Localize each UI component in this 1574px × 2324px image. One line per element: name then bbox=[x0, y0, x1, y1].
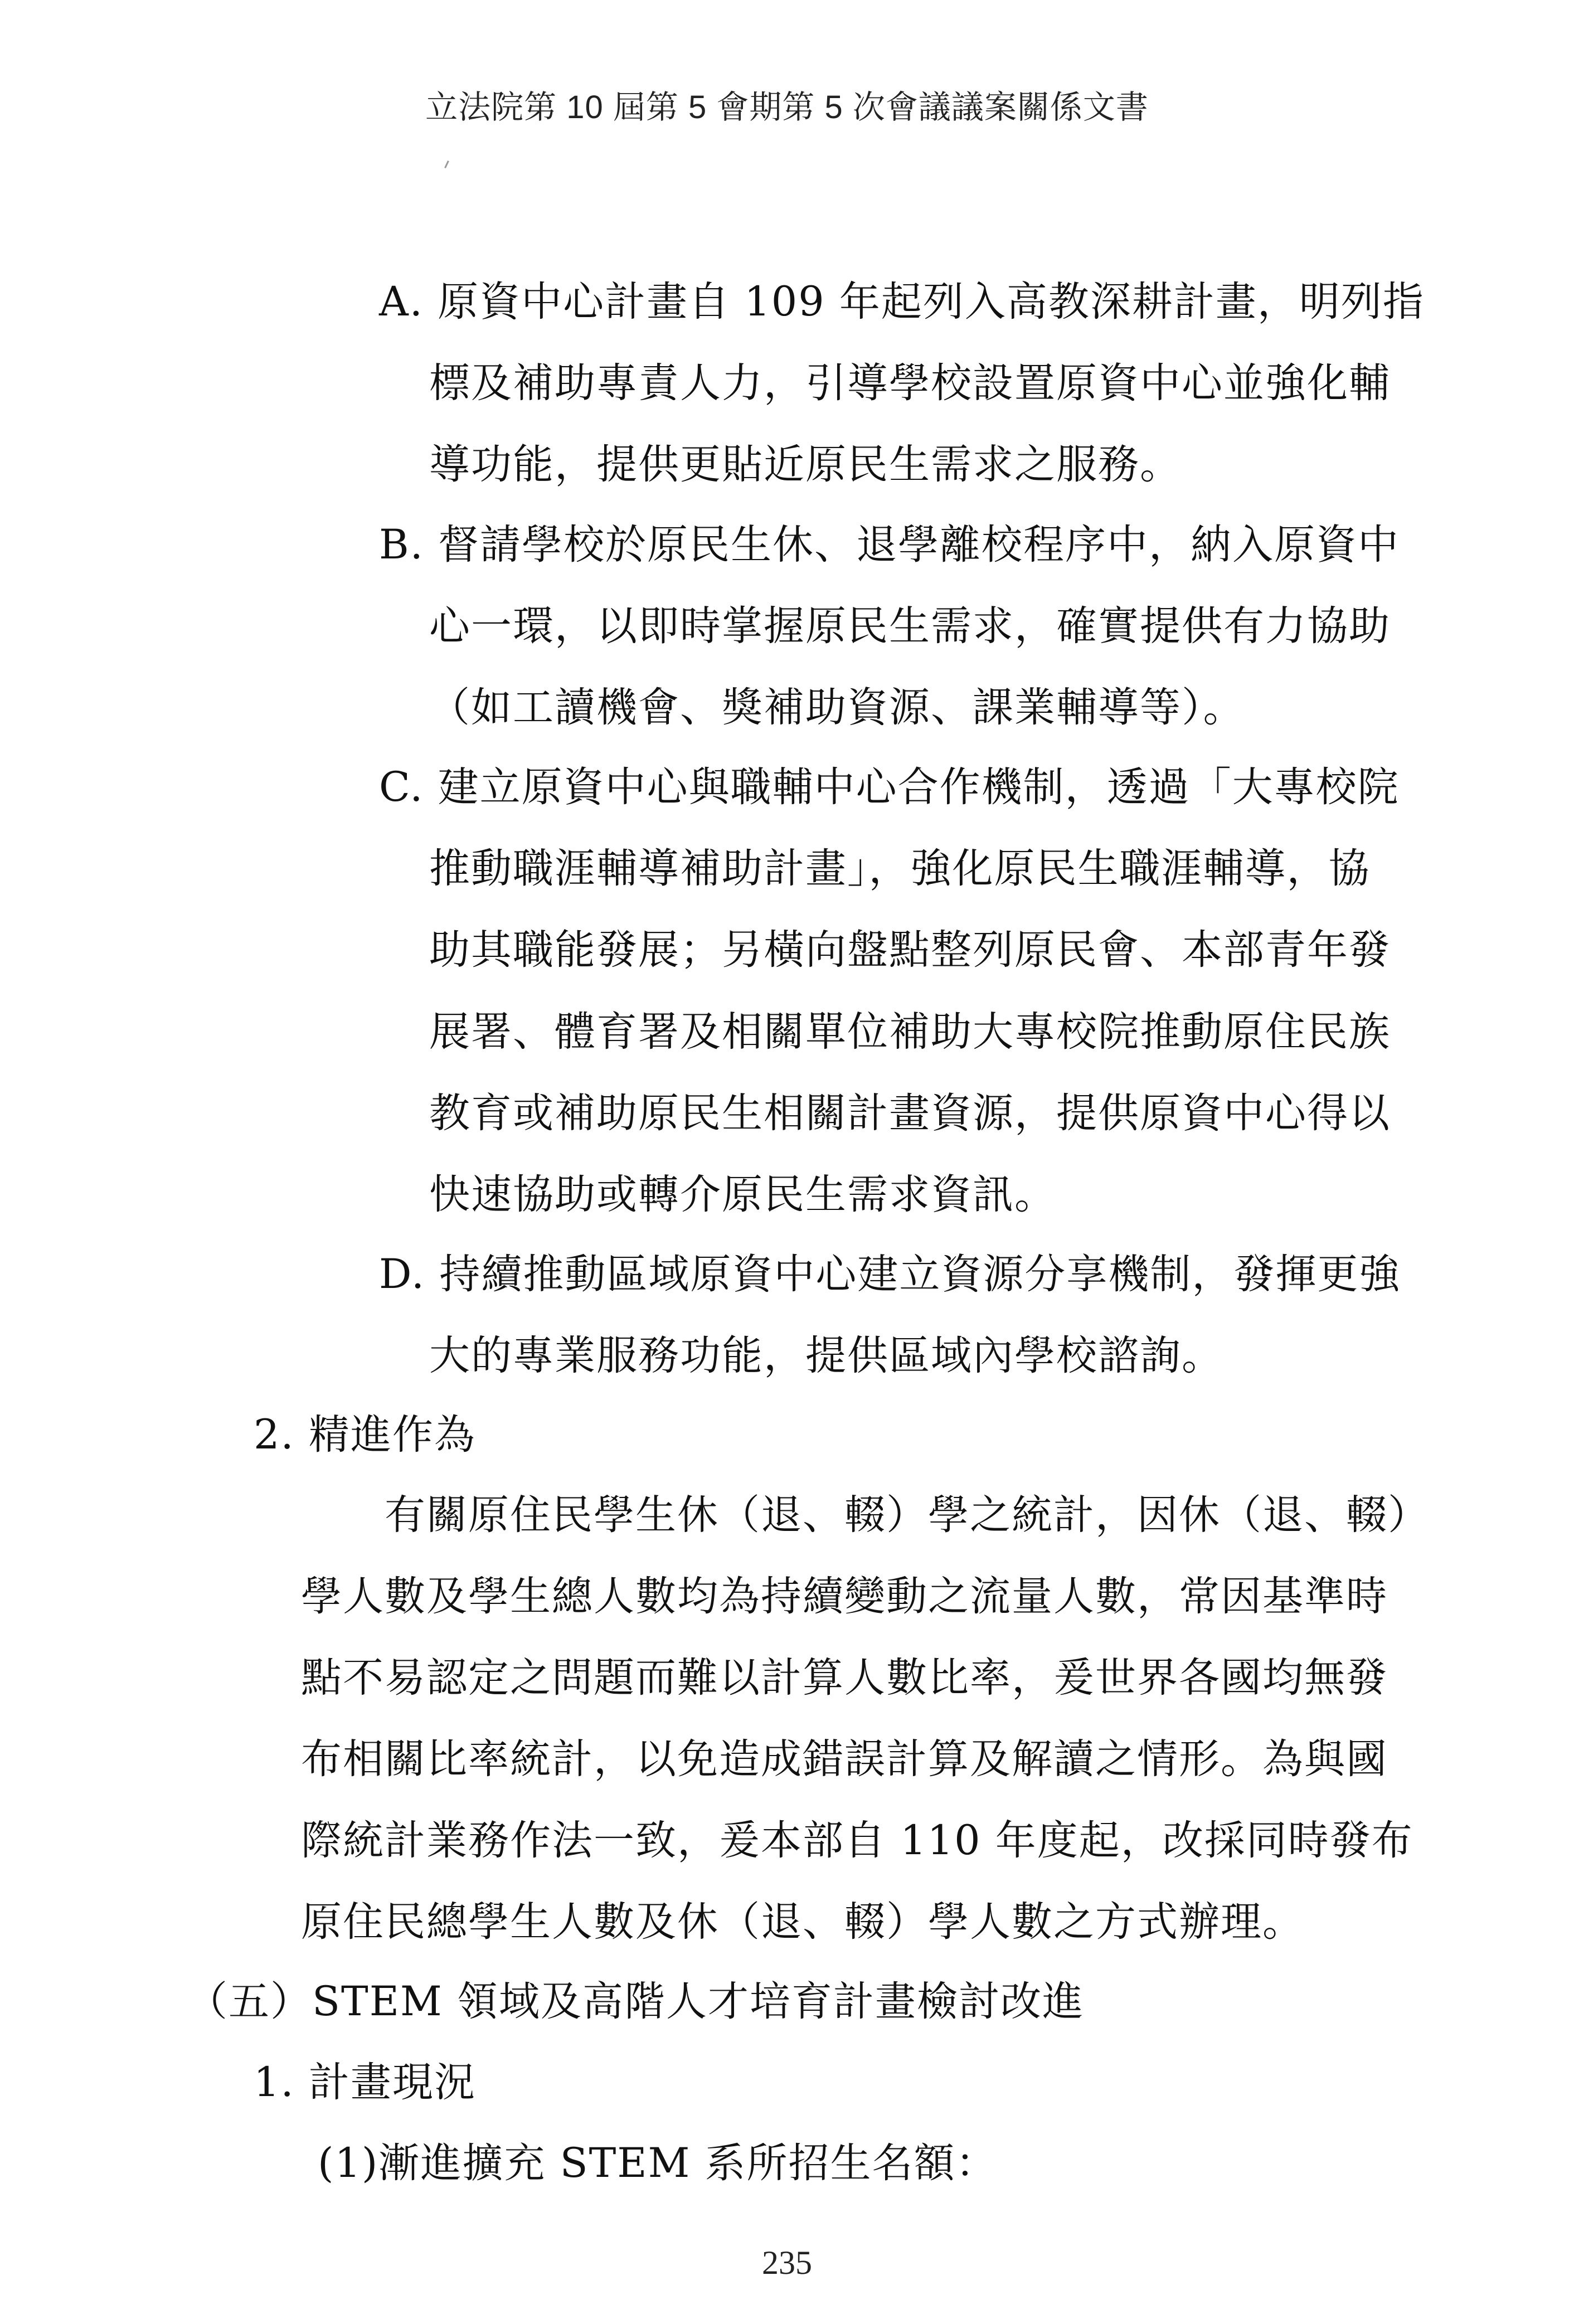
item-1-line: (1)漸進擴充 STEM 系所招生名額： bbox=[318, 2140, 998, 2187]
item-b-line-2: 心一環，以即時掌握原民生需求，確實提供有力協助 bbox=[429, 602, 1391, 650]
para-line-3: 點不易認定之問題而難以計算人數比率，爰世界各國均無發 bbox=[301, 1654, 1388, 1701]
item-b-line-1: B. 督請學校於原民生休、退學離校程序中，納入原資中 bbox=[379, 521, 1400, 568]
item-c-line-5: 教育或補助原民生相關計畫資源，提供原資中心得以 bbox=[429, 1090, 1391, 1137]
item-d-line-2: 大的專業服務功能，提供區域內學校諮詢。 bbox=[429, 1332, 1223, 1379]
item-c-line-2: 推動職涯輔導補助計畫」，強化原民生職涯輔導，協 bbox=[429, 845, 1371, 892]
subsection-1-heading: 1. 計畫現況 bbox=[254, 2059, 476, 2106]
item-c-line-4: 展署、體育署及相關單位補助大專校院推動原住民族 bbox=[429, 1008, 1391, 1056]
item-a-line-3: 導功能，提供更貼近原民生需求之服務。 bbox=[429, 441, 1182, 488]
para-line-2: 學人數及學生總人數均為持續變動之流量人數，常因基準時 bbox=[301, 1573, 1388, 1620]
page-header: 立法院第 10 屆第 5 會期第 5 次會議議案關係文書 bbox=[425, 89, 1149, 125]
item-c-line-1: C. 建立原資中心與職輔中心合作機制，透過「大專校院 bbox=[379, 764, 1400, 811]
scan-speck bbox=[444, 161, 449, 168]
para-line-1: 有關原住民學生休（退、輟）學之統計，因休（退、輟） bbox=[385, 1491, 1430, 1539]
para-line-4: 布相關比率統計，以免造成錯誤計算及解讀之情形。為與國 bbox=[301, 1735, 1388, 1783]
item-a-line-2: 標及補助專責人力，引導學校設置原資中心並強化輔 bbox=[429, 359, 1391, 407]
para-line-6: 原住民總學生人數及休（退、輟）學人數之方式辦理。 bbox=[301, 1898, 1304, 1946]
para-line-5: 際統計業務作法一致，爰本部自 110 年度起，改採同時發布 bbox=[301, 1817, 1413, 1864]
item-a-line-1: A. 原資中心計畫自 109 年起列入高教深耕計畫，明列指 bbox=[379, 278, 1425, 325]
item-b-line-3: （如工讀機會、獎補助資源、課業輔導等）。 bbox=[429, 684, 1245, 731]
item-c-line-6: 快速協助或轉介原民生需求資訊。 bbox=[429, 1171, 1056, 1218]
item-c-line-3: 助其職能發展；另橫向盤點整列原民會、本部青年發 bbox=[429, 926, 1391, 974]
item-d-line-1: D. 持續推動區域原資中心建立資源分享機制，發揮更強 bbox=[379, 1251, 1401, 1298]
page-number: 235 bbox=[762, 2244, 812, 2281]
section-5-heading: （五）STEM 領域及高階人才培育計畫檢討改進 bbox=[187, 1978, 1084, 2025]
section-2-heading: 2. 精進作為 bbox=[254, 1411, 476, 1458]
